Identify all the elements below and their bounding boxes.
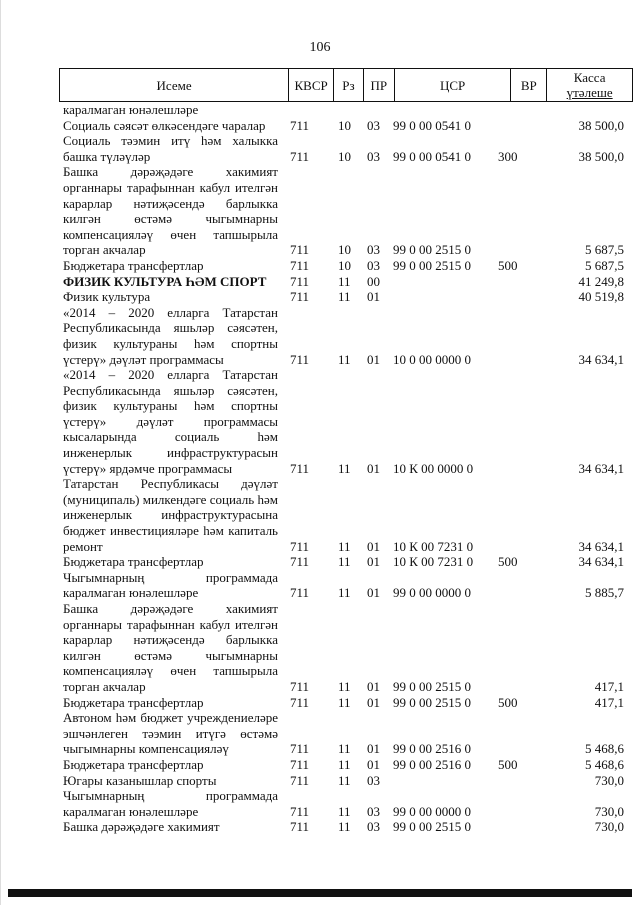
table-row (63, 133, 633, 164)
row-rz: 11 (338, 273, 351, 289)
row-rz: 10 (338, 148, 351, 164)
row-name: Бюджетара трансфертлар (63, 756, 204, 772)
row-pr: 01 (367, 585, 380, 601)
row-amount: 5 687,5 (585, 257, 624, 273)
row-csr: 99 0 00 2515 0 (393, 242, 471, 258)
row-rz: 11 (338, 694, 351, 710)
row-pr: 01 (367, 460, 380, 476)
row-rz: 11 (338, 819, 351, 835)
row-rz: 11 (338, 756, 351, 772)
table-row (63, 367, 633, 476)
row-kvsr: 711 (290, 242, 310, 258)
row-pr: 03 (367, 819, 380, 835)
row-csr: 10 0 00 0000 0 (393, 351, 471, 367)
row-kvsr: 711 (290, 772, 310, 788)
row-amount: 730,0 (594, 772, 624, 788)
table-row (63, 476, 633, 554)
row-kvsr: 711 (290, 554, 310, 570)
row-pr: 03 (367, 772, 380, 788)
row-name: Башка дәрәҗәдәге хакимият (63, 819, 220, 835)
row-rz: 11 (338, 538, 351, 554)
row-name: Физик культура (63, 289, 151, 305)
row-rz: 11 (338, 585, 351, 601)
row-rz: 11 (338, 741, 351, 757)
row-amount: 5 885,7 (585, 585, 624, 601)
row-vr: 500 (498, 257, 518, 273)
row-rz: 11 (338, 554, 351, 570)
row-kvsr: 711 (290, 819, 310, 835)
row-amount: 5 687,5 (585, 242, 624, 258)
header-pr: ПР (364, 69, 395, 101)
row-name: Чыгымнарның программада каралмаган юнәлешләре (63, 569, 278, 601)
scan-edge (0, 0, 1, 905)
row-pr: 01 (367, 741, 380, 757)
row-rz: 11 (338, 351, 351, 367)
row-name: каралмаган юнәлешләре (63, 102, 199, 117)
row-vr: 500 (498, 554, 518, 570)
row-rz: 11 (338, 772, 351, 788)
table-row (63, 258, 633, 274)
row-amount: 38 500,0 (578, 148, 624, 164)
header-rz: Рз (334, 69, 364, 101)
row-rz: 10 (338, 242, 351, 258)
row-pr: 01 (367, 289, 380, 305)
row-csr: 10 К 00 7231 0 (393, 554, 474, 570)
row-amount: 34 634,1 (578, 554, 624, 570)
table-header (59, 68, 633, 102)
row-name: Бюджетара трансфертлар (63, 694, 204, 710)
row-rz: 11 (338, 803, 351, 819)
row-csr: 99 0 00 0000 0 (393, 803, 471, 819)
row-amount: 34 634,1 (578, 351, 624, 367)
header-kassa (547, 69, 632, 101)
row-pr: 03 (367, 803, 380, 819)
row-name: Татарстан Республикасы дәүләт (муниципаль) милкендәге социаль һәм инженерлык инфраструктурасына бюджет инвестицияләре һәм капиталь ремонт (63, 476, 278, 554)
row-pr: 03 (367, 257, 380, 273)
row-name: Башка дәрәҗәдәге хакимият органнары тарафыннан кабул ителгән карарлар нәтиҗәсендә барлыкка килгән өстәмә чыгымнарны компенсацияләү өчен тапшырыла торган акчалар (63, 164, 278, 258)
row-csr: 99 0 00 2515 0 (393, 257, 471, 273)
row-csr: 99 0 00 0541 0 (393, 148, 471, 164)
row-name: «2014 – 2020 елларга Татарстан Республикасында яшьләр сәясәтен, физик культураны һәм спортны үстерү» дәүләт программасы кысаларында социаль һәм инженерлык инфраструктурасын үстерү» ярдәмче программасы (63, 367, 278, 476)
row-vr: 500 (498, 694, 518, 710)
row-name: ФИЗИК КУЛЬТУРА ҺӘМ СПОРТ (63, 273, 267, 289)
header-kvsr: КВСР (289, 69, 334, 101)
table-row (63, 819, 633, 835)
row-rz: 11 (338, 289, 351, 305)
row-amount: 38 500,0 (578, 117, 624, 133)
page-number: 106 (309, 40, 331, 55)
table-row (63, 773, 633, 789)
row-csr: 99 0 00 2516 0 (393, 741, 471, 757)
scan-bottom-border (8, 889, 632, 897)
row-amount: 5 468,6 (585, 741, 624, 757)
row-csr: 99 0 00 0000 0 (393, 585, 471, 601)
row-pr: 03 (367, 117, 380, 133)
header-vr: ВР (511, 69, 547, 101)
row-kvsr: 711 (290, 741, 310, 757)
row-kvsr: 711 (290, 538, 310, 554)
table-row (63, 601, 633, 695)
row-csr: 99 0 00 2515 0 (393, 819, 471, 835)
row-rz: 11 (338, 678, 351, 694)
row-kvsr: 711 (290, 756, 310, 772)
row-name: Бюджетара трансфертлар (63, 554, 204, 570)
row-csr: 10 К 00 0000 0 (393, 460, 474, 476)
row-kvsr: 711 (290, 257, 310, 273)
row-name: Социаль тәэмин итү һәм халыкка башка түләүләр (63, 133, 278, 164)
row-rz: 11 (338, 460, 351, 476)
row-name: Чыгымнарның программада каралмаган юнәлешләре (63, 788, 278, 819)
row-vr: 500 (498, 756, 518, 772)
row-pr: 01 (367, 694, 380, 710)
row-rz: 10 (338, 117, 351, 133)
table-row (63, 164, 633, 258)
row-amount: 40 519,8 (578, 289, 624, 305)
header-name: Исеме (60, 69, 289, 101)
table-row (63, 118, 633, 134)
table-row (63, 757, 633, 773)
row-csr: 99 0 00 2515 0 (393, 694, 471, 710)
row-name: Башка дәрәҗәдәге хакимият органнары тарафыннан кабул ителгән карарлар нәтиҗәсендә барлыкка килгән өстәмә чыгымнарны компенсацияләү өчен тапшырыла торган акчалар (63, 601, 278, 694)
row-kvsr: 711 (290, 273, 310, 289)
row-pr: 00 (367, 273, 380, 289)
row-name: «2014 – 2020 елларга Татарстан Республикасында яшьләр сәясәтен, физик культураны һәм спортны үстерү» дәүләт программасы (63, 304, 278, 367)
row-csr: 99 0 00 2516 0 (393, 756, 471, 772)
row-amount: 730,0 (594, 819, 624, 835)
row-csr: 99 0 00 2515 0 (393, 678, 471, 694)
header-kassa-line1: Касса (573, 70, 606, 85)
row-kvsr: 711 (290, 585, 310, 601)
row-kvsr: 711 (290, 351, 310, 367)
row-vr: 300 (498, 148, 518, 164)
row-amount: 5 468,6 (585, 756, 624, 772)
row-pr: 01 (367, 351, 380, 367)
row-name: Югары казанышлар спорты (63, 772, 217, 788)
table-row (63, 788, 633, 819)
row-kvsr: 711 (290, 289, 310, 305)
row-amount: 34 634,1 (578, 460, 624, 476)
row-pr: 01 (367, 538, 380, 554)
row-name: Социаль сәясәт өлкәсендәге чаралар (63, 117, 266, 133)
row-pr: 01 (367, 554, 380, 570)
row-amount: 41 249,8 (578, 273, 624, 289)
table-row (63, 710, 633, 757)
row-kvsr: 711 (290, 117, 310, 133)
row-csr: 99 0 00 0541 0 (393, 117, 471, 133)
row-pr: 03 (367, 242, 380, 258)
table-row (63, 289, 633, 305)
row-amount: 417,1 (594, 678, 624, 694)
row-amount: 417,1 (594, 694, 624, 710)
row-pr: 01 (367, 678, 380, 694)
table-row (63, 695, 633, 711)
row-name: Бюджетара трансфертлар (63, 257, 204, 273)
table-row (63, 102, 633, 118)
row-amount: 34 634,1 (578, 538, 624, 554)
row-pr: 01 (367, 756, 380, 772)
table-row (63, 305, 633, 367)
header-kassa-line2: үтәлеше (566, 85, 613, 100)
row-pr: 03 (367, 148, 380, 164)
row-rz: 10 (338, 257, 351, 273)
header-csr: ЦСР (395, 69, 512, 101)
table-row (63, 570, 633, 601)
row-name: Автоном һәм бюджет учреждениеләре эшчәнлеген тәэмин итүгә өстәмә чыгымнарны компенсацияләү (63, 710, 278, 757)
row-kvsr: 711 (290, 678, 310, 694)
row-kvsr: 711 (290, 803, 310, 819)
table-body (63, 102, 633, 835)
row-kvsr: 711 (290, 148, 310, 164)
table-row (63, 554, 633, 570)
table-row (63, 274, 633, 290)
row-kvsr: 711 (290, 460, 310, 476)
row-csr: 10 К 00 7231 0 (393, 538, 474, 554)
row-amount: 730,0 (594, 803, 624, 819)
row-kvsr: 711 (290, 694, 310, 710)
